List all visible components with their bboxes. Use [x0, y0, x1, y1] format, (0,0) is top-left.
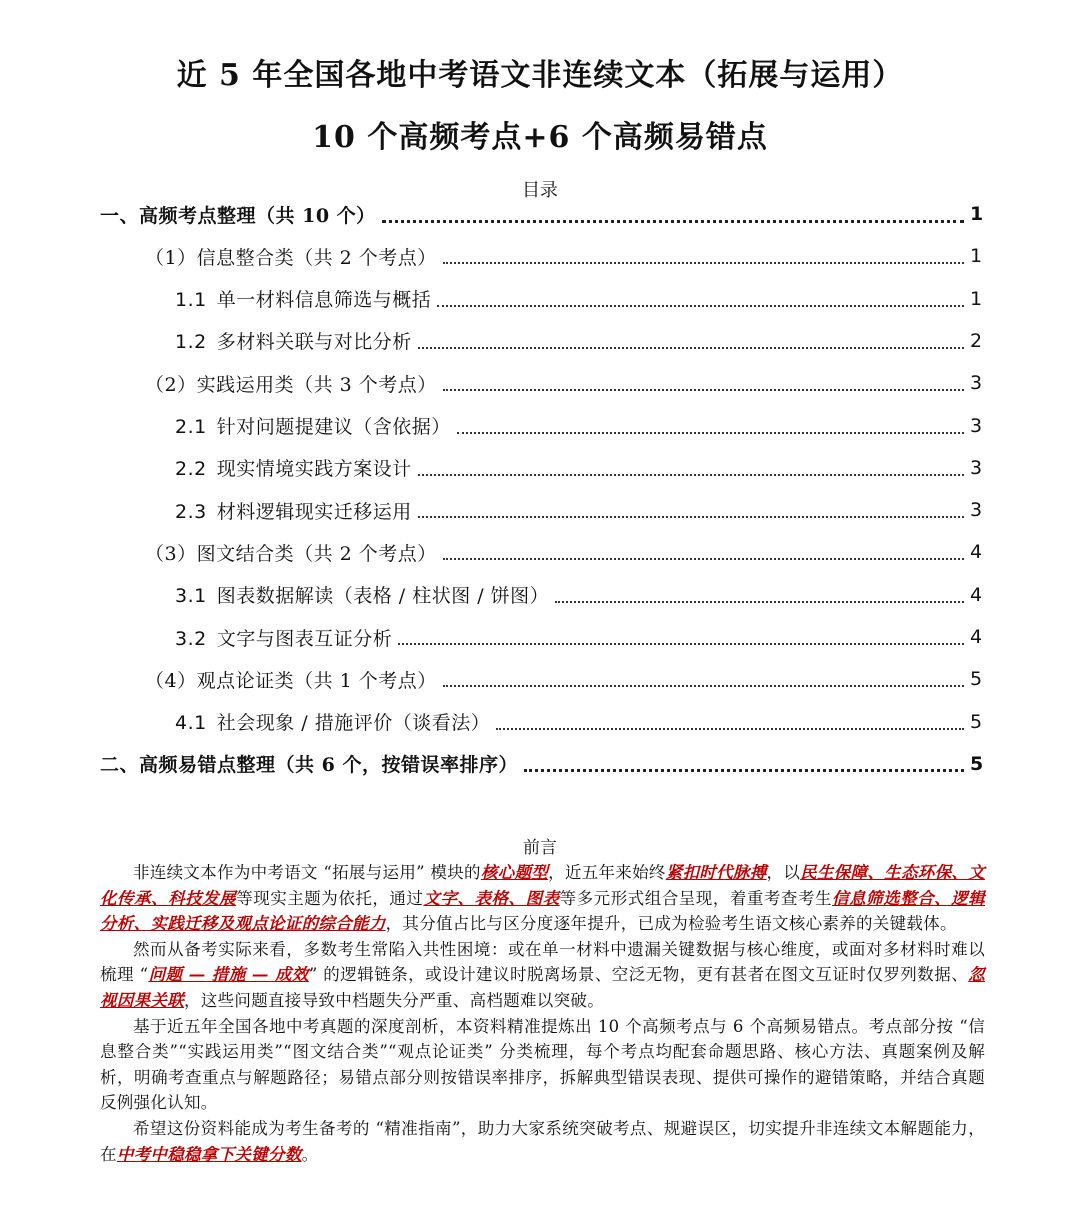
toc-entry[interactable] [0, 320, 1080, 362]
highlighted-phrase: 民生保障、生态环保、文化传承、科技发展 [100, 863, 985, 908]
toc-entry-title: 1.1 单一材料信息筛选与概括 [175, 289, 432, 312]
toc-page-number: 3 [970, 372, 983, 395]
preface-text: 等多元形式组合呈现，着重考查考生 [559, 888, 832, 908]
toc-entry-title: 2.3 材料逻辑现实迁移运用 [175, 500, 412, 523]
preface-text: 然而从备考实际来看，多数考生常陷入共性困境：或在单一材料中遗漏关键数据与核心维度，或面对多材料时难以梳理 “ [100, 939, 985, 985]
toc-dot-leader [418, 474, 964, 476]
toc-entry-title: 一、高频考点整理（共 10 个） [100, 204, 376, 227]
toc-dot-leader [457, 432, 964, 434]
toc-dot-leader [418, 516, 964, 518]
toc-entry[interactable] [0, 193, 1080, 235]
toc-dot-leader [418, 347, 964, 349]
toc-page-number: 3 [970, 456, 983, 479]
toc-page-number: 4 [970, 583, 983, 606]
toc-entry-number: 2.2 [175, 458, 207, 481]
toc-dot-leader [443, 389, 964, 391]
toc-entry[interactable] [0, 658, 1080, 700]
toc-entry[interactable] [0, 489, 1080, 531]
toc-entry[interactable] [0, 447, 1080, 489]
toc-dot-leader [496, 728, 964, 730]
toc-entry[interactable] [0, 701, 1080, 743]
highlighted-phrase: 文字、表格、图表 [423, 888, 560, 908]
preface-heading: 前言 [523, 838, 557, 858]
toc-heading: 目录 [522, 180, 558, 201]
toc-entry[interactable] [0, 616, 1080, 658]
toc-page-number: 1 [970, 287, 983, 310]
toc-dot-leader [443, 558, 964, 560]
toc-entry[interactable] [0, 743, 1080, 785]
toc-page-number: 4 [970, 541, 983, 564]
toc-page-number: 3 [970, 499, 983, 522]
toc-entry-title: （2）实践运用类（共 3 个考点） [145, 373, 437, 396]
preface-paragraph [100, 860, 985, 937]
toc-entry-title: 2.1 针对问题提建议（含依据） [175, 416, 451, 438]
preface-text: 。 [301, 1144, 319, 1164]
preface-text: 基于近五年全国各地中考真题的深度剖析，本资料精准提炼出 10 个高频考点与 6 个高频易错点。考点部分按 “信息整合类”“实践运用类”“图文结合类”“观点论证类” 分类梳理，每个考点均配套命题思路、核心方法、真题案例及解析，明确考查重点与解题路径；易错点部分则按错误率排序，拆解典型错误表现、提供可操作的避错策略，并结合真题反例强化认知。 [100, 1016, 985, 1113]
toc-entry-title: 2.2 现实情境实践方案设计 [175, 458, 412, 481]
toc-page-number: 5 [970, 752, 984, 775]
preface-text: ，以 [766, 863, 801, 882]
preface-text: 希望这份资料能成为考生备考的 “精准指南”，助力大家系统突破考点、规避误区，切实提升非连续文本解题能力，在 [100, 1118, 985, 1164]
toc-entry-number: 3.2 [175, 627, 207, 650]
highlighted-phrase: 紧扣时代脉搏 [665, 863, 767, 882]
toc-dot-leader [524, 769, 964, 772]
toc-page-number: 5 [970, 710, 983, 733]
toc-dot-leader [382, 220, 964, 223]
toc-dot-leader [443, 685, 964, 687]
toc-dot-leader [437, 305, 964, 307]
toc-page-number: 3 [970, 414, 983, 437]
toc-page-number: 5 [970, 668, 983, 691]
toc-entry-number: 2.1 [175, 416, 207, 438]
toc-dot-leader [555, 601, 964, 603]
preface-paragraph [100, 937, 985, 1014]
preface-paragraph [100, 1116, 985, 1167]
toc-entry-title: 1.2 多材料关联与对比分析 [175, 331, 412, 354]
toc-page-number: 2 [970, 329, 983, 352]
toc-entry-number: 2.3 [175, 500, 207, 523]
document-title: 近 5 年全国各地中考语文非连续文本（拓展与运用） [176, 58, 904, 93]
highlighted-phrase: 问题 — 措施 — 成效 [148, 965, 309, 985]
toc-entry-number: 4.1 [175, 712, 207, 735]
toc-entry[interactable] [0, 574, 1080, 616]
toc-dot-leader [443, 262, 964, 264]
toc-dot-leader [398, 643, 964, 645]
preface-text: ，这些问题直接导致中档题失分严重、高档题难以突破。 [184, 990, 604, 1010]
toc-entry[interactable] [0, 405, 1080, 447]
toc-entry-title: （4）观点论证类（共 1 个考点） [145, 669, 437, 692]
preface-text: ，近五年来始终 [548, 863, 666, 882]
preface-body [100, 860, 985, 1167]
toc-entry-title: （1）信息整合类（共 2 个考点） [145, 246, 437, 269]
toc-entry-title: 4.1 社会现象 / 措施评价（谈看法） [175, 712, 491, 735]
toc-page-number: 1 [970, 203, 984, 225]
toc-page-number: 4 [970, 626, 983, 648]
highlighted-phrase: 核心题型 [480, 863, 549, 882]
document-subtitle: 10 个高频考点+6 个高频易错点 [312, 120, 768, 155]
preface-text: 非连续文本作为中考语文 “拓展与运用” 模块的 [133, 863, 481, 882]
toc-entry-title: （3）图文结合类（共 2 个考点） [145, 542, 437, 565]
preface-text: 等现实主题为依托，通过 [236, 888, 424, 908]
highlighted-phrase: 信息筛选整合、逻辑分析、实践迁移及观点论证的综合能力 [100, 888, 985, 934]
toc-entry[interactable] [0, 235, 1080, 277]
preface-text: ” 的逻辑链条，或设计建议时脱离场景、空泛无物，更有甚者在图文互证时仅罗列数据、 [308, 965, 969, 985]
preface-paragraph [100, 1014, 985, 1116]
toc-entry[interactable] [0, 362, 1080, 404]
toc-entry-number: 1.1 [175, 289, 207, 312]
toc-page-number: 1 [970, 245, 983, 268]
toc-entry[interactable] [0, 278, 1080, 320]
highlighted-phrase: 忽视因果关联 [100, 965, 985, 1010]
preface-text: ，其分值占比与区分度逐年提升，已成为检验考生语文核心素养的关键载体。 [385, 914, 957, 934]
highlighted-phrase: 中考中稳稳拿下关键分数 [116, 1144, 302, 1164]
toc-entry-number: 1.2 [175, 331, 207, 354]
toc-entry-title: 二、高频易错点整理（共 6 个，按错误率排序） [100, 754, 518, 777]
toc-entry-title: 3.1 图表数据解读（表格 / 柱状图 / 饼图） [175, 585, 550, 608]
toc-entry-title: 3.2 文字与图表互证分析 [175, 627, 393, 650]
toc-entry[interactable] [0, 531, 1080, 573]
toc-entry-number: 3.1 [175, 585, 207, 608]
